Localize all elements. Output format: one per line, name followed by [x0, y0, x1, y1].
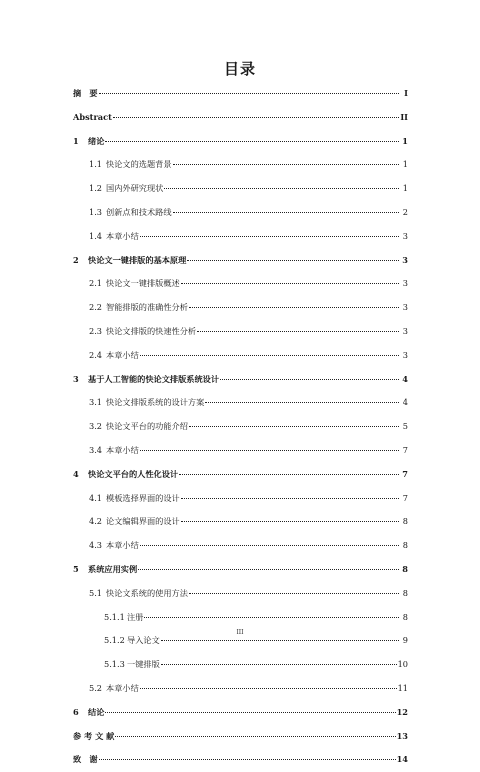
toc-entry-page: 12 [396, 706, 408, 717]
dot-leader [197, 331, 399, 332]
toc-entry-number: 2.1 [89, 278, 103, 289]
toc-entry-number: 4.2 [89, 516, 103, 527]
toc-entry[interactable] [73, 558, 408, 582]
dot-leader [189, 426, 399, 427]
dot-leader [181, 521, 399, 522]
dot-leader [115, 736, 395, 737]
toc-entry[interactable] [73, 487, 408, 511]
toc-entry-page: 3 [402, 302, 408, 313]
toc-entry[interactable] [73, 106, 408, 130]
toc-entry[interactable] [73, 320, 408, 344]
dot-leader [138, 569, 399, 570]
toc-entry-page: 8 [402, 540, 408, 551]
toc-entry-title: 快论文平台的人性化设计 [88, 468, 179, 479]
toc-entry[interactable] [73, 534, 408, 558]
page-title: 目录 [223, 60, 256, 78]
toc-entry-page: 8 [402, 587, 408, 598]
toc-entry-title: 快论文平台的功能介绍 [106, 421, 188, 432]
toc-entry-title: 快论文一键排版概述 [106, 278, 180, 289]
toc-entry-number: 5.1.3 [104, 659, 125, 670]
toc-entry[interactable] [73, 510, 408, 534]
toc-entry-page: 5 [402, 421, 408, 432]
toc-entry-page: 13 [396, 730, 408, 741]
toc-entry-number: 5.1.2 [104, 635, 125, 646]
toc-entry-title: 智能排版的准确性分析 [106, 302, 188, 313]
toc-entry-title: 本章小结 [106, 230, 139, 241]
toc-entry-page: 4 [402, 373, 408, 384]
toc-entry[interactable] [73, 415, 408, 439]
toc-entry[interactable] [73, 272, 408, 296]
dot-leader [189, 593, 399, 594]
toc-entry-page: 10 [397, 659, 408, 670]
toc-entry-title: 创新点和技术路线 [106, 206, 172, 217]
toc-entry-number: 2.4 [89, 349, 103, 360]
dot-leader [140, 355, 399, 356]
toc-entry-title: 快论文排版的快速性分析 [106, 325, 197, 336]
dot-leader [140, 236, 399, 237]
toc-entry[interactable] [73, 225, 408, 249]
toc-entry-number: 3.1 [89, 397, 103, 408]
toc-entry-number: 1.4 [89, 230, 103, 241]
toc-entry-page: 1 [402, 183, 408, 194]
toc-entry-page: I [404, 88, 408, 98]
toc-entry[interactable] [73, 677, 408, 701]
dot-leader [220, 379, 399, 380]
toc-entry-page: 1 [402, 159, 408, 170]
toc-entry[interactable] [73, 153, 408, 177]
dot-leader [99, 759, 396, 760]
toc-entry-title: 快论文系统的使用方法 [106, 587, 188, 598]
toc-entry[interactable] [73, 748, 408, 772]
toc-entry-title: 一键排版 [127, 659, 160, 670]
toc-entry-number: 1.3 [89, 206, 103, 217]
toc-entry[interactable] [73, 201, 408, 225]
dot-leader [140, 450, 399, 451]
toc-entry-title: 结论 [88, 706, 105, 717]
toc-entry-number: 1.1 [89, 159, 103, 170]
dot-leader [161, 664, 397, 665]
toc-entry-page: 3 [402, 254, 408, 265]
toc-entry-title: 国内外研究现状 [106, 183, 164, 194]
toc-entry-page: II [400, 111, 408, 122]
toc-entry-number: 6 [73, 706, 79, 717]
toc-entry[interactable] [73, 725, 408, 749]
toc-entry-number: 5.1.1 [104, 611, 125, 622]
toc-entry-title: 导入论文 [127, 635, 160, 646]
dot-leader [140, 545, 399, 546]
toc-entry-title: 快论文的选题背景 [106, 159, 172, 170]
toc-entry-number: 5.1 [89, 587, 103, 598]
toc-entry[interactable] [73, 701, 408, 725]
toc-entry-title: 本章小结 [106, 349, 139, 360]
toc-entry-title: 致 谢 [73, 754, 98, 765]
toc-entry-title: 本章小结 [106, 444, 139, 455]
toc-entry[interactable] [73, 177, 408, 201]
dot-leader [164, 188, 399, 189]
table-of-contents [73, 82, 408, 772]
toc-entry-page: 4 [402, 397, 408, 408]
dot-leader [181, 283, 399, 284]
toc-entry-title: 论文编辑界面的设计 [106, 516, 180, 527]
toc-entry[interactable] [73, 391, 408, 415]
dot-leader [144, 617, 399, 618]
toc-entry-number: 1.2 [89, 183, 103, 194]
toc-entry-title: 注册 [127, 611, 144, 622]
toc-entry[interactable] [73, 344, 408, 368]
toc-entry[interactable] [73, 368, 408, 392]
toc-entry-number: 3.4 [89, 444, 103, 455]
dot-leader [173, 212, 399, 213]
dot-leader [140, 688, 397, 689]
toc-entry-number: 2 [73, 254, 79, 265]
toc-entry-number: 1 [73, 135, 79, 146]
toc-entry[interactable] [73, 606, 408, 630]
toc-entry-title: 摘 要 [73, 88, 98, 98]
toc-entry-page: 3 [402, 349, 408, 360]
toc-entry-title: 基于人工智能的快论文排版系统设计 [88, 373, 220, 384]
dot-leader [189, 307, 399, 308]
dot-leader [105, 141, 399, 142]
toc-entry[interactable] [73, 296, 408, 320]
toc-entry-page: 3 [402, 230, 408, 241]
page-number-footer: III [236, 629, 244, 636]
toc-entry-title: 系统应用实例 [88, 563, 138, 574]
toc-entry[interactable] [73, 582, 408, 606]
toc-entry-number: 3.2 [89, 421, 103, 432]
toc-entry-page: 7 [402, 468, 408, 479]
toc-entry-page: 8 [402, 516, 408, 527]
toc-entry-page: 11 [397, 682, 408, 693]
dot-leader [105, 712, 395, 713]
toc-entry-page: 3 [402, 325, 408, 336]
toc-entry-title: 本章小结 [106, 540, 139, 551]
toc-entry-page: 7 [402, 444, 408, 455]
toc-entry-title: 模板选择界面的设计 [106, 492, 180, 503]
dot-leader [99, 93, 399, 94]
toc-entry-page: 14 [396, 754, 408, 765]
toc-entry[interactable] [73, 82, 408, 106]
dot-leader [205, 402, 399, 403]
toc-entry-title: 参 考 文 献 [73, 730, 115, 741]
dot-leader [181, 498, 399, 499]
toc-entry-page: 8 [402, 611, 408, 622]
toc-entry[interactable] [73, 130, 408, 154]
toc-entry-number: 5.2 [89, 682, 103, 693]
toc-entry-title: 快论文排版系统的设计方案 [106, 397, 205, 408]
toc-entry-title: 本章小结 [106, 682, 139, 693]
toc-entry-page: 7 [402, 492, 408, 503]
toc-entry[interactable] [73, 249, 408, 273]
toc-entry-number: 5 [73, 563, 79, 574]
toc-entry-title: 绪论 [88, 135, 105, 146]
dot-leader [113, 117, 399, 118]
toc-entry-number: 4 [73, 468, 79, 479]
dot-leader [187, 260, 399, 261]
toc-entry[interactable] [73, 463, 408, 487]
toc-entry-page: 8 [402, 563, 408, 574]
toc-entry-number: 2.2 [89, 302, 103, 313]
toc-entry-title: Abstract [73, 111, 112, 122]
dot-leader [173, 164, 399, 165]
dot-leader [179, 474, 399, 475]
toc-entry[interactable] [73, 439, 408, 463]
toc-entry-number: 3 [73, 373, 79, 384]
toc-entry-title: 快论文一键排版的基本原理 [88, 254, 187, 265]
toc-entry-page: 1 [402, 135, 408, 146]
toc-entry-number: 4.1 [89, 492, 103, 503]
toc-entry-number: 2.3 [89, 325, 103, 336]
toc-entry-page: 9 [402, 635, 408, 646]
toc-entry-page: 2 [402, 206, 408, 217]
toc-entry-number: 4.3 [89, 540, 103, 551]
toc-entry[interactable] [73, 653, 408, 677]
dot-leader [161, 640, 399, 641]
toc-entry-page: 3 [402, 278, 408, 289]
